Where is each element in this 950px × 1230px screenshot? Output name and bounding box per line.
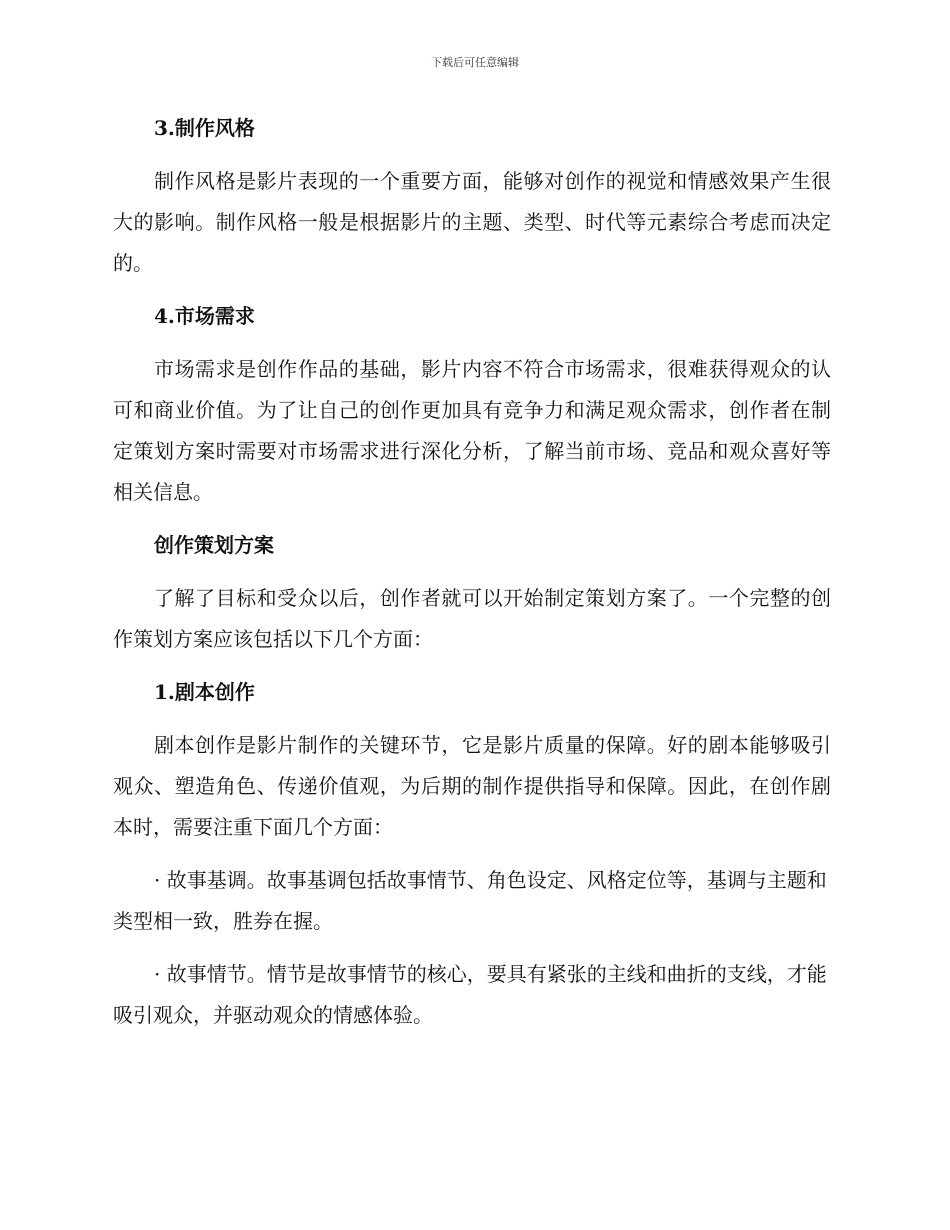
section-heading-script: 1.剧本创作 <box>154 680 255 704</box>
paragraph-market: 市场需求是创作作品的基础，影片内容不符合市场需求，很难获得观众的认可和商业价值。为了让自己的创作更加具有竞争力和满足观众需求，创作者在制定策划方案时需要对市场需求进行深化分析，了解当前市场、竞品和观众喜好等相关信息。 <box>113 357 831 504</box>
header-note: 下载后可任意编辑 <box>431 56 519 69</box>
paragraph-style: 制作风格是影片表现的一个重要方面，能够对创作的视觉和情感效果产生很大的影响。制作风格一般是根据影片的主题、类型、时代等元素综合考虑而决定的。 <box>113 169 831 275</box>
section-heading-market: 4.市场需求 <box>154 304 255 328</box>
bullet-tone: · 故事基调。故事基调包括故事情节、角色设定、风格定位等，基调与主题和类型相一致，胜券在握。 <box>113 868 827 933</box>
section-heading-style: 3.制作风格 <box>154 116 255 140</box>
bullet-plot: · 故事情节。情节是故事情节的核心，要具有紧张的主线和曲折的支线，才能吸引观众，并驱动观众的情感体验。 <box>113 962 827 1027</box>
section-heading-plan: 创作策划方案 <box>154 533 274 557</box>
paragraph-plan: 了解了目标和受众以后，创作者就可以开始制定策划方案了。一个完整的创作策划方案应该包括以下几个方面： <box>113 586 831 651</box>
paragraph-script: 剧本创作是影片制作的关键环节，它是影片质量的保障。好的剧本能够吸引观众、塑造角色、传递价值观，为后期的制作提供指导和保障。因此，在创作剧本时，需要注重下面几个方面： <box>113 733 831 839</box>
document-body <box>113 108 831 1048</box>
